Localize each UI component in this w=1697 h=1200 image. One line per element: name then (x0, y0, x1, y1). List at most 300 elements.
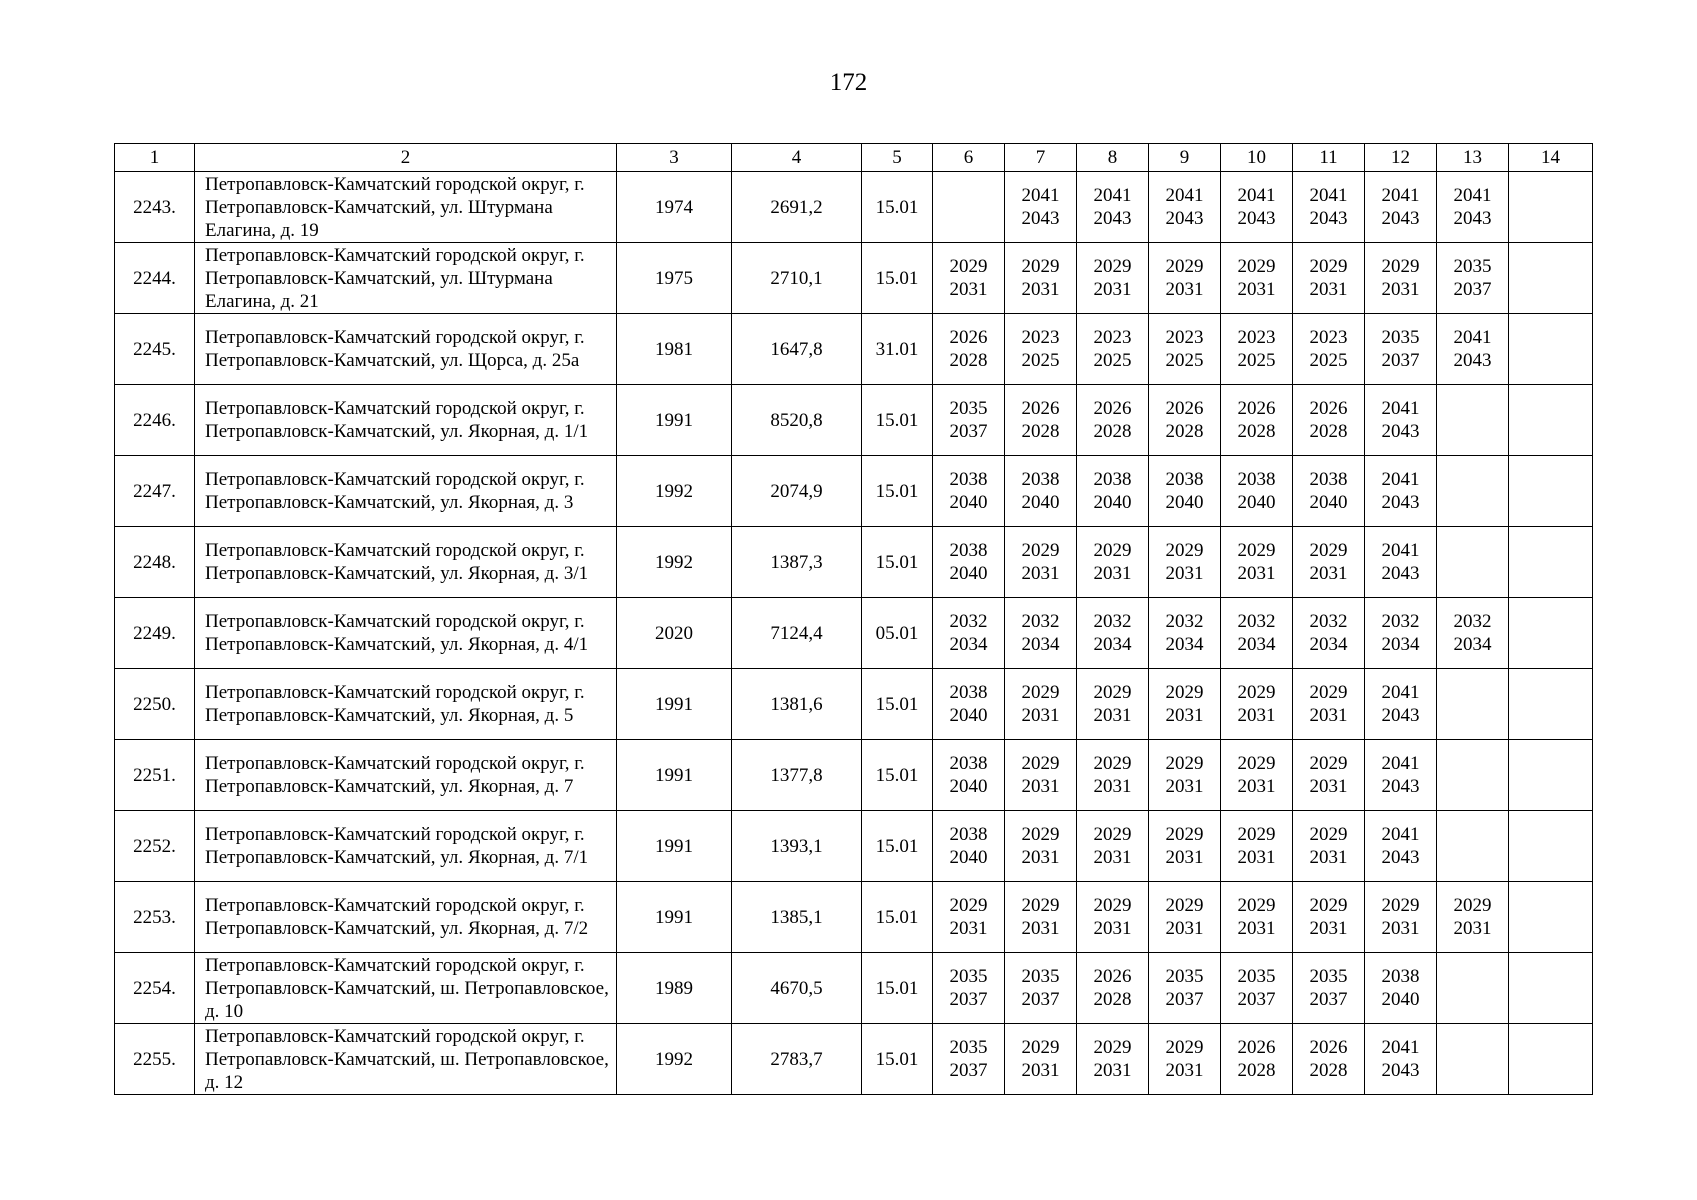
period-year: 2028 (1309, 1060, 1348, 1081)
table-row (115, 811, 1593, 882)
period-year: 2037 (1237, 989, 1276, 1010)
table-row (115, 172, 1593, 243)
period-year: 2037 (1021, 989, 1060, 1010)
table-row (115, 1024, 1593, 1095)
row-year: 1989 (617, 953, 732, 1024)
row-area: 8520,8 (732, 385, 862, 456)
period-year: 2031 (1381, 279, 1420, 300)
period-year: 2031 (1237, 563, 1276, 584)
period-year: 2025 (1093, 350, 1132, 371)
period-cell (1437, 811, 1509, 882)
period-year: 2037 (949, 1060, 988, 1081)
period-year: 2031 (1237, 705, 1276, 726)
column-header: 12 (1365, 144, 1437, 172)
period-year: 2028 (1093, 421, 1132, 442)
period-cell (1509, 598, 1593, 669)
row-address: Петропавловск-Камчатский городской округ, г. Петропавловск-Камчатский, ул. Штурмана Елагина, д. 19 (195, 172, 617, 243)
period-year: 2029 (1165, 824, 1204, 845)
period-year: 2031 (1237, 776, 1276, 797)
period-year: 2029 (1237, 753, 1276, 774)
period-year: 2029 (1165, 682, 1204, 703)
period-year: 2043 (1381, 563, 1420, 584)
table-row (115, 598, 1593, 669)
period-year: 2026 (1309, 398, 1348, 419)
row-area: 2074,9 (732, 456, 862, 527)
period-year: 2029 (1237, 824, 1276, 845)
period-cell (1365, 527, 1437, 598)
row-year: 1981 (617, 314, 732, 385)
period-cell (1149, 740, 1221, 811)
period-cell (1077, 740, 1149, 811)
period-year: 2035 (1021, 966, 1060, 987)
period-year: 2032 (1165, 611, 1204, 632)
period-cell (1005, 243, 1077, 314)
period-year: 2028 (1237, 1060, 1276, 1081)
period-year: 2038 (1309, 469, 1348, 490)
period-cell (1149, 598, 1221, 669)
period-cell (1437, 598, 1509, 669)
period-cell (1437, 882, 1509, 953)
period-year: 2028 (1309, 421, 1348, 442)
period-year: 2040 (949, 847, 988, 868)
period-year: 2041 (1381, 185, 1420, 206)
period-year: 2034 (1165, 634, 1204, 655)
period-year: 2043 (1165, 208, 1204, 229)
period-year: 2038 (1381, 966, 1420, 987)
period-cell (1293, 882, 1365, 953)
period-year: 2031 (1237, 279, 1276, 300)
page-number: 172 (829, 69, 868, 96)
period-year: 2029 (1021, 540, 1060, 561)
period-year: 2037 (1453, 279, 1492, 300)
table-row (115, 527, 1593, 598)
period-cell (1221, 669, 1293, 740)
period-year: 2029 (1093, 753, 1132, 774)
row-year: 1991 (617, 740, 732, 811)
row-code: 15.01 (862, 669, 933, 740)
period-cell (1077, 385, 1149, 456)
period-year: 2025 (1237, 350, 1276, 371)
column-header: 4 (732, 144, 862, 172)
period-year: 2029 (1021, 753, 1060, 774)
row-code: 15.01 (862, 527, 933, 598)
table-row (115, 385, 1593, 456)
header-row (115, 144, 1593, 172)
period-cell (933, 669, 1005, 740)
period-cell (1149, 811, 1221, 882)
period-year: 2034 (1453, 634, 1492, 655)
period-year: 2043 (1381, 492, 1420, 513)
period-cell (1077, 669, 1149, 740)
period-cell (1293, 456, 1365, 527)
period-year: 2035 (1453, 256, 1492, 277)
period-year: 2038 (1165, 469, 1204, 490)
period-year: 2038 (1021, 469, 1060, 490)
period-cell (933, 882, 1005, 953)
period-cell (1221, 811, 1293, 882)
period-cell (1077, 811, 1149, 882)
period-year: 2043 (1453, 208, 1492, 229)
row-year: 1974 (617, 172, 732, 243)
row-address: Петропавловск-Камчатский городской округ, г. Петропавловск-Камчатский, ул. Якорная, д. 7/2 (195, 882, 617, 953)
table-body (115, 172, 1593, 1095)
period-year: 2040 (1093, 492, 1132, 513)
table-row (115, 314, 1593, 385)
period-year: 2040 (1381, 989, 1420, 1010)
period-year: 2035 (949, 966, 988, 987)
period-year: 2041 (1381, 469, 1420, 490)
row-year: 1992 (617, 527, 732, 598)
period-year: 2038 (1093, 469, 1132, 490)
row-year: 1992 (617, 1024, 732, 1095)
period-year: 2025 (1165, 350, 1204, 371)
period-year: 2043 (1309, 208, 1348, 229)
period-cell (1437, 1024, 1509, 1095)
period-year: 2035 (949, 398, 988, 419)
table-row (115, 953, 1593, 1024)
period-cell (933, 953, 1005, 1024)
column-header: 10 (1221, 144, 1293, 172)
period-year: 2023 (1165, 327, 1204, 348)
period-cell (1077, 456, 1149, 527)
period-year: 2023 (1237, 327, 1276, 348)
period-cell (1077, 882, 1149, 953)
period-cell (1293, 385, 1365, 456)
period-cell (1365, 456, 1437, 527)
period-cell (1221, 1024, 1293, 1095)
period-year: 2041 (1381, 824, 1420, 845)
period-cell (1437, 740, 1509, 811)
period-year: 2029 (1021, 1037, 1060, 1058)
table-row (115, 882, 1593, 953)
period-year: 2034 (1021, 634, 1060, 655)
period-cell (1077, 953, 1149, 1024)
period-cell (1149, 172, 1221, 243)
row-code: 15.01 (862, 1024, 933, 1095)
period-year: 2026 (1309, 1037, 1348, 1058)
period-cell (1437, 669, 1509, 740)
period-cell (1005, 1024, 1077, 1095)
column-header: 2 (195, 144, 617, 172)
row-number: 2244. (115, 243, 195, 314)
row-address: Петропавловск-Камчатский городской округ, г. Петропавловск-Камчатский, ул. Щорса, д. 25а (195, 314, 617, 385)
column-header: 6 (933, 144, 1005, 172)
period-year: 2029 (1021, 824, 1060, 845)
period-year: 2029 (1021, 256, 1060, 277)
period-year: 2028 (1237, 421, 1276, 442)
row-code: 15.01 (862, 740, 933, 811)
period-cell (1509, 882, 1593, 953)
row-area: 4670,5 (732, 953, 862, 1024)
period-year: 2038 (949, 540, 988, 561)
period-cell (1221, 527, 1293, 598)
period-cell (933, 740, 1005, 811)
period-year: 2031 (1021, 1060, 1060, 1081)
period-cell (1149, 1024, 1221, 1095)
period-year: 2026 (1237, 1037, 1276, 1058)
row-address: Петропавловск-Камчатский городской округ, г. Петропавловск-Камчатский, ул. Якорная, д. 7 (195, 740, 617, 811)
period-year: 2032 (1309, 611, 1348, 632)
period-year: 2035 (1309, 966, 1348, 987)
period-year: 2043 (1453, 350, 1492, 371)
period-year: 2029 (1093, 1037, 1132, 1058)
period-year: 2026 (1237, 398, 1276, 419)
period-cell (1005, 811, 1077, 882)
row-area: 1385,1 (732, 882, 862, 953)
period-year: 2029 (1165, 1037, 1204, 1058)
row-year: 1992 (617, 456, 732, 527)
row-year: 1991 (617, 811, 732, 882)
period-year: 2031 (1237, 918, 1276, 939)
period-year: 2031 (1309, 776, 1348, 797)
period-year: 2031 (1309, 918, 1348, 939)
period-year: 2041 (1381, 682, 1420, 703)
period-cell (1005, 882, 1077, 953)
period-cell (1221, 456, 1293, 527)
row-code: 05.01 (862, 598, 933, 669)
period-year: 2038 (1237, 469, 1276, 490)
period-year: 2037 (1309, 989, 1348, 1010)
period-cell (1077, 314, 1149, 385)
column-header: 7 (1005, 144, 1077, 172)
period-year: 2029 (949, 895, 988, 916)
period-cell (1509, 669, 1593, 740)
period-year: 2034 (1309, 634, 1348, 655)
period-cell (933, 314, 1005, 385)
period-cell (1077, 243, 1149, 314)
period-year: 2037 (1165, 989, 1204, 1010)
row-address: Петропавловск-Камчатский городской округ, г. Петропавловск-Камчатский, ул. Якорная, д. 5 (195, 669, 617, 740)
period-cell (1077, 172, 1149, 243)
period-cell (1365, 740, 1437, 811)
period-year: 2031 (1165, 776, 1204, 797)
period-cell (1005, 385, 1077, 456)
row-code: 15.01 (862, 456, 933, 527)
period-year: 2041 (1021, 185, 1060, 206)
period-cell (1005, 172, 1077, 243)
period-cell (1005, 456, 1077, 527)
period-cell (1149, 669, 1221, 740)
period-year: 2029 (1309, 895, 1348, 916)
period-year: 2026 (1093, 398, 1132, 419)
period-year: 2029 (1309, 753, 1348, 774)
period-year: 2029 (1021, 682, 1060, 703)
row-address: Петропавловск-Камчатский городской округ, г. Петропавловск-Камчатский, ул. Якорная, д. 4/1 (195, 598, 617, 669)
period-cell (1293, 527, 1365, 598)
row-area: 1647,8 (732, 314, 862, 385)
period-year: 2040 (949, 492, 988, 513)
period-year: 2040 (1021, 492, 1060, 513)
period-year: 2035 (1237, 966, 1276, 987)
row-year: 1975 (617, 243, 732, 314)
period-year: 2031 (949, 918, 988, 939)
row-code: 15.01 (862, 172, 933, 243)
column-header: 13 (1437, 144, 1509, 172)
period-year: 2029 (1381, 256, 1420, 277)
period-cell (1221, 953, 1293, 1024)
row-number: 2251. (115, 740, 195, 811)
period-cell (1293, 172, 1365, 243)
period-year: 2029 (1165, 256, 1204, 277)
period-year: 2031 (1093, 847, 1132, 868)
period-year: 2031 (1021, 918, 1060, 939)
period-year: 2043 (1381, 776, 1420, 797)
period-year: 2031 (1237, 847, 1276, 868)
period-cell (1221, 243, 1293, 314)
period-year: 2040 (1237, 492, 1276, 513)
period-cell (1005, 598, 1077, 669)
period-year: 2029 (1309, 540, 1348, 561)
period-cell (1437, 527, 1509, 598)
column-header: 14 (1509, 144, 1593, 172)
period-year: 2031 (1093, 918, 1132, 939)
period-year: 2029 (1165, 895, 1204, 916)
period-cell (1365, 669, 1437, 740)
period-year: 2031 (1453, 918, 1492, 939)
period-year: 2026 (1021, 398, 1060, 419)
period-year: 2041 (1381, 1037, 1420, 1058)
period-cell (1365, 811, 1437, 882)
period-year: 2034 (1093, 634, 1132, 655)
row-number: 2248. (115, 527, 195, 598)
period-year: 2028 (1165, 421, 1204, 442)
period-year: 2031 (1309, 705, 1348, 726)
period-cell (1293, 1024, 1365, 1095)
column-header: 1 (115, 144, 195, 172)
period-cell (1149, 882, 1221, 953)
period-year: 2041 (1165, 185, 1204, 206)
period-year: 2034 (949, 634, 988, 655)
period-year: 2031 (1093, 563, 1132, 584)
row-code: 15.01 (862, 882, 933, 953)
row-number: 2255. (115, 1024, 195, 1095)
period-cell (1149, 385, 1221, 456)
period-cell (1509, 1024, 1593, 1095)
period-year: 2037 (949, 421, 988, 442)
period-year: 2035 (1381, 327, 1420, 348)
row-area: 1387,3 (732, 527, 862, 598)
period-year: 2028 (949, 350, 988, 371)
period-cell (1437, 456, 1509, 527)
period-year: 2031 (1021, 776, 1060, 797)
period-year: 2038 (949, 682, 988, 703)
period-year: 2029 (1237, 895, 1276, 916)
period-cell (1293, 669, 1365, 740)
row-code: 31.01 (862, 314, 933, 385)
period-cell (1509, 527, 1593, 598)
period-year: 2043 (1381, 421, 1420, 442)
period-year: 2032 (1021, 611, 1060, 632)
period-cell (1005, 527, 1077, 598)
period-year: 2031 (1093, 776, 1132, 797)
period-year: 2032 (1453, 611, 1492, 632)
period-year: 2040 (1165, 492, 1204, 513)
row-year: 1991 (617, 669, 732, 740)
row-address: Петропавловск-Камчатский городской округ, г. Петропавловск-Камчатский, ш. Петропавловское, д. 10 (195, 953, 617, 1024)
period-year: 2026 (1093, 966, 1132, 987)
row-address: Петропавловск-Камчатский городской округ, г. Петропавловск-Камчатский, ул. Якорная, д. 3 (195, 456, 617, 527)
column-header: 8 (1077, 144, 1149, 172)
period-cell (1509, 456, 1593, 527)
table-row (115, 740, 1593, 811)
period-year: 2031 (1021, 705, 1060, 726)
row-area: 1377,8 (732, 740, 862, 811)
column-header: 5 (862, 144, 933, 172)
period-cell (1509, 740, 1593, 811)
period-year: 2040 (949, 776, 988, 797)
row-address: Петропавловск-Камчатский городской округ, г. Петропавловск-Камчатский, ул. Якорная, д. 7/1 (195, 811, 617, 882)
period-year: 2043 (1237, 208, 1276, 229)
period-cell (1005, 953, 1077, 1024)
period-year: 2031 (1309, 847, 1348, 868)
row-number: 2247. (115, 456, 195, 527)
period-year: 2032 (1381, 611, 1420, 632)
period-year: 2031 (1021, 279, 1060, 300)
period-cell (1005, 740, 1077, 811)
period-year: 2031 (1093, 1060, 1132, 1081)
period-cell (1437, 172, 1509, 243)
period-cell (1149, 953, 1221, 1024)
period-year: 2029 (1453, 895, 1492, 916)
period-year: 2041 (1237, 185, 1276, 206)
period-cell (1437, 314, 1509, 385)
period-year: 2041 (1453, 327, 1492, 348)
period-year: 2032 (1093, 611, 1132, 632)
period-year: 2029 (1093, 682, 1132, 703)
period-year: 2023 (1021, 327, 1060, 348)
period-cell (1077, 527, 1149, 598)
row-number: 2254. (115, 953, 195, 1024)
row-address: Петропавловск-Камчатский городской округ, г. Петропавловск-Камчатский, ш. Петропавловское, д. 12 (195, 1024, 617, 1095)
period-cell (933, 243, 1005, 314)
row-year: 2020 (617, 598, 732, 669)
period-year: 2037 (1381, 350, 1420, 371)
period-year: 2026 (949, 327, 988, 348)
row-code: 15.01 (862, 243, 933, 314)
row-number: 2252. (115, 811, 195, 882)
period-year: 2025 (1309, 350, 1348, 371)
period-year: 2043 (1021, 208, 1060, 229)
period-year: 2041 (1453, 185, 1492, 206)
period-year: 2029 (1165, 540, 1204, 561)
period-cell (1365, 243, 1437, 314)
period-year: 2029 (1309, 824, 1348, 845)
table-row (115, 669, 1593, 740)
period-year: 2043 (1381, 208, 1420, 229)
period-year: 2025 (1021, 350, 1060, 371)
period-cell (1509, 811, 1593, 882)
period-year: 2041 (1381, 753, 1420, 774)
column-header: 11 (1293, 144, 1365, 172)
period-year: 2031 (1165, 1060, 1204, 1081)
period-year: 2031 (1165, 563, 1204, 584)
period-cell (1293, 811, 1365, 882)
period-year: 2041 (1381, 398, 1420, 419)
period-cell (1221, 172, 1293, 243)
period-cell (1149, 314, 1221, 385)
data-table (114, 143, 1593, 1095)
period-cell (1365, 385, 1437, 456)
period-cell (933, 456, 1005, 527)
period-year: 2038 (949, 469, 988, 490)
period-year: 2029 (1381, 895, 1420, 916)
period-cell (1149, 243, 1221, 314)
period-year: 2031 (949, 279, 988, 300)
period-cell (933, 527, 1005, 598)
period-year: 2031 (1093, 279, 1132, 300)
period-year: 2041 (1309, 185, 1348, 206)
period-cell (1365, 953, 1437, 1024)
